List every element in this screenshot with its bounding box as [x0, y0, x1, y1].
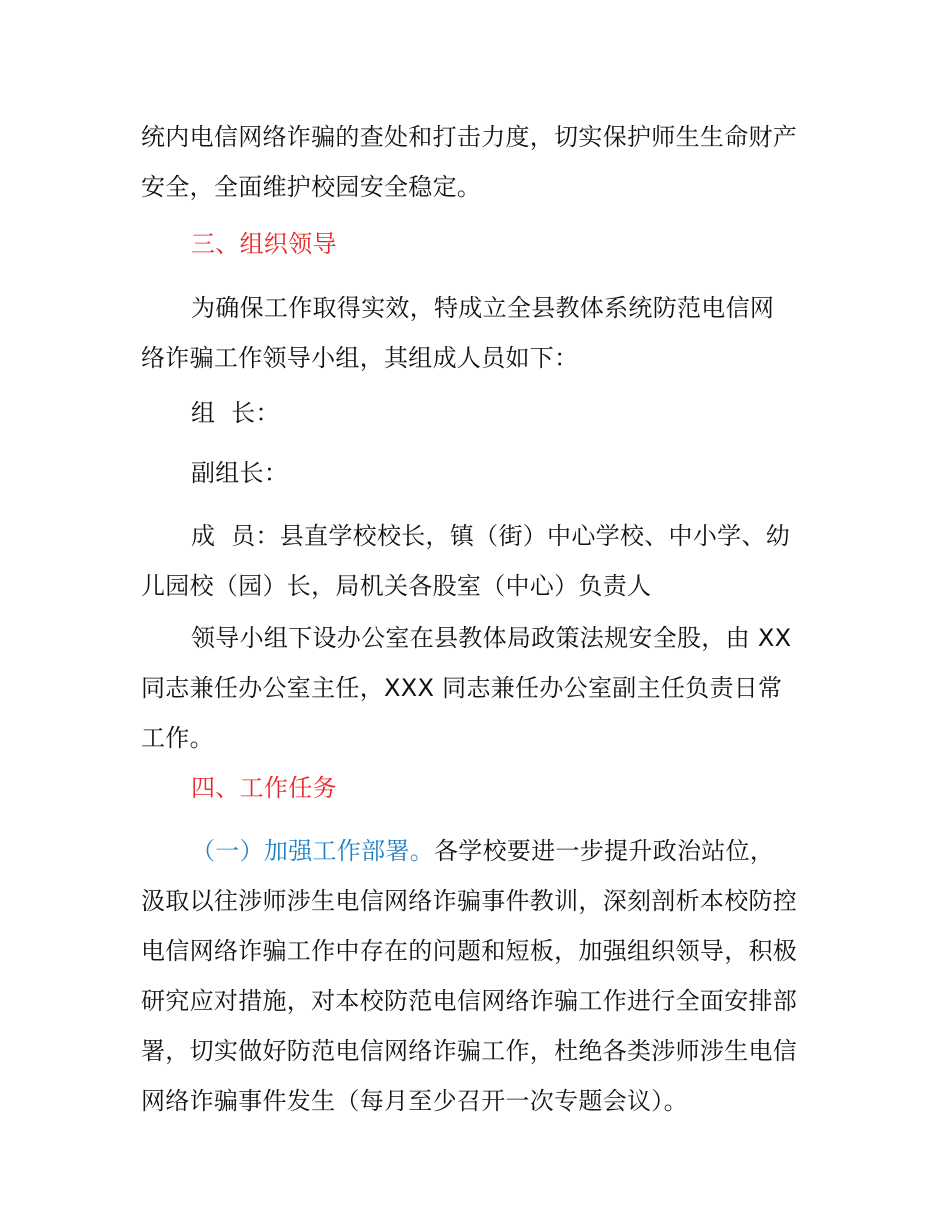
heading-text: 三、组织领导 [191, 230, 337, 258]
paragraph-leadership-group [141, 283, 821, 383]
deputy-line [141, 448, 821, 498]
leader-line [141, 388, 821, 438]
deputy-label: 副组长： [191, 459, 289, 487]
paragraph-office [141, 613, 821, 763]
text-line: 汲取以往涉师涉生电信网络诈骗事件教训，深刻剖析本校防控 [141, 887, 798, 915]
text-line-rest: 各学校要进一步提升政治站位， [434, 837, 775, 865]
section-heading-organization [141, 219, 821, 269]
text-line: 统内电信网络诈骗的查处和打击力度，切实保护师生生命财产 [141, 123, 798, 151]
text-line: 署，切实做好防范电信网络诈骗工作，杜绝各类涉师涉生电信 [141, 1037, 798, 1065]
text-line: 工作。 [141, 724, 214, 752]
text-line: 网络诈骗事件发生（每月至少召开一次专题会议）。 [141, 1087, 688, 1115]
text-line: 同志兼任办公室主任，XXX 同志兼任办公室副主任负责日常 [141, 674, 783, 702]
text-line: 安全，全面维护校园安全稳定。 [141, 173, 482, 201]
section-heading-tasks [141, 763, 821, 813]
text-line [141, 826, 821, 876]
text-line: 为确保工作取得实效，特成立全县教体系统防范电信网 [191, 294, 775, 322]
text-line: 电信网络诈骗工作中存在的问题和短板，加强组织领导，积极 [141, 937, 798, 965]
text-line: 成 员：县直学校校长，镇（街）中心学校、中小学、幼 [191, 522, 791, 550]
paragraph-members [141, 511, 821, 611]
paragraph-work-deployment [141, 826, 821, 1126]
subheading-lead: （一）加强工作部署。 [191, 837, 434, 865]
text-line: 络诈骗工作领导小组，其组成人员如下： [141, 344, 579, 372]
paragraph-safety-goal [141, 112, 821, 212]
heading-text: 四、工作任务 [191, 774, 337, 802]
leader-label: 组 长： [191, 399, 280, 427]
text-line: 领导小组下设办公室在县教体局政策法规安全股，由 XX [191, 624, 792, 652]
text-line: 研究应对措施，对本校防范电信网络诈骗工作进行全面安排部 [141, 987, 798, 1015]
text-line: 儿园校（园）长，局机关各股室（中心）负责人 [141, 572, 652, 600]
